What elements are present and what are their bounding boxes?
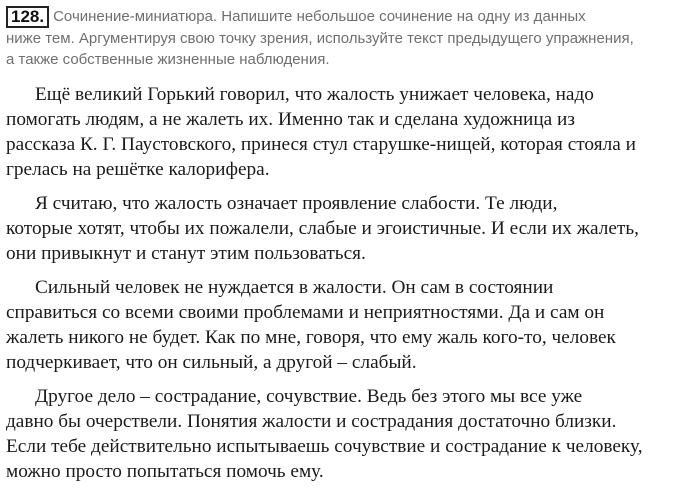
essay-line: которые хотят, чтобы их пожалели, слабые и эгоистичные. И если их жалеть,	[6, 218, 639, 239]
exercise-number: 128.	[6, 6, 49, 28]
essay-line: Если тебе действительно испытываешь сочувствие и сострадание к человеку,	[6, 436, 643, 457]
essay-line: жалеть никого не будет. Как по мне, говоря, что ему жаль кого-то, человек	[6, 327, 616, 348]
essay-paragraph-3	[6, 275, 696, 375]
essay-paragraph-2	[6, 191, 696, 266]
essay-paragraph-4	[6, 384, 696, 484]
essay-line: справиться со всеми своими проблемами и неприятностями. Да и сам он	[6, 302, 605, 323]
essay-line: помогать людям, а не жалеть их. Именно так и сделана художница из	[6, 109, 575, 130]
essay-line: можно просто попытаться помочь ему.	[6, 461, 324, 482]
essay-line: Я считаю, что жалость означает проявление слабости. Те люди,	[35, 193, 558, 214]
task-text-line: ниже тем. Аргументируя свою точку зрения, используйте текст предыдущего упражнения,	[6, 30, 634, 47]
essay-line: Ещё великий Горький говорил, что жалость унижает человека, надо	[35, 84, 594, 105]
essay-line: давно бы очерствели. Понятия жалости и сострадания достаточно близки.	[6, 411, 617, 432]
essay-paragraph-1	[6, 82, 696, 182]
essay-line: они привыкнут и станут этим пользоваться.	[6, 243, 366, 264]
task-text-line: а также собственные жизненные наблюдения.	[6, 51, 330, 68]
task-line-1	[6, 6, 696, 28]
essay-text	[6, 82, 696, 493]
essay-line: Сильный человек не нуждается в жалости. Он сам в состоянии	[35, 277, 554, 298]
task-text-line: Сочинение-миниатюра. Напишите небольшое сочинение на одну из данных	[53, 8, 586, 25]
essay-line: Другое дело – сострадание, сочувствие. Ведь без этого мы все уже	[35, 386, 583, 407]
task-instructions	[6, 6, 696, 70]
essay-line: подчеркивает, что он сильный, а другой – слабый.	[6, 352, 417, 373]
essay-line: рассказа К. Г. Паустовского, принеся стул старушке-нищей, которая стояла и	[6, 134, 636, 155]
essay-line: грелась на решётке калорифера.	[6, 159, 270, 180]
